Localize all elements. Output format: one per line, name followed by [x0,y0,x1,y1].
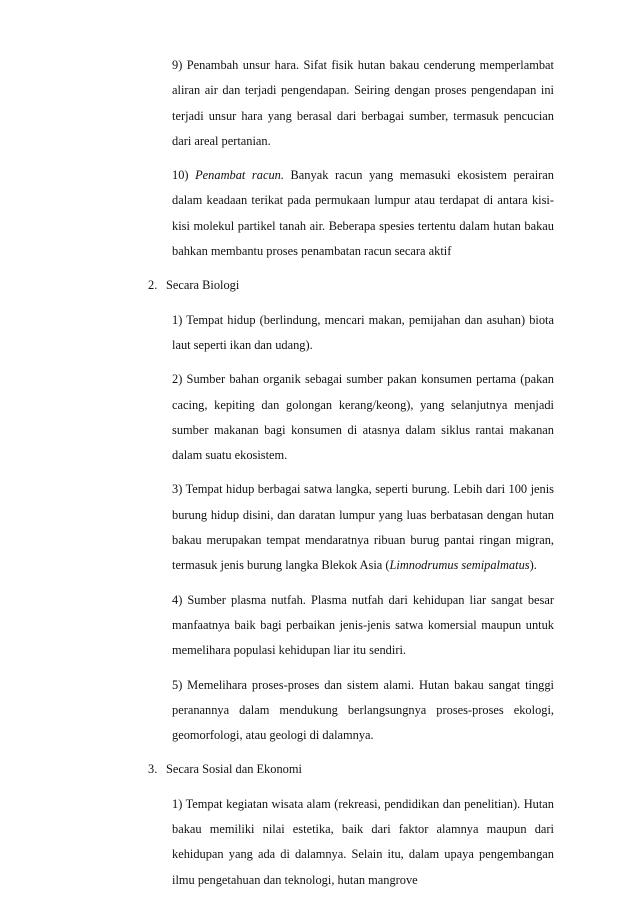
paragraph-item-10 [172,163,554,264]
section-heading-biologi [148,273,554,298]
section-heading-sosial-ekonomi [148,757,554,782]
section-number: 2. [148,278,158,293]
paragraph-biologi-2 [172,367,554,468]
paragraph-text: ). [529,558,537,573]
paragraph-text: Banyak racun yang memasuki ekosistem perairan dalam keadaan terikat pada permukaan lumpur atau terdapat di antara kisi-kisi molekul partikel tanah air. Beberapa spesies tertentu dalam hutan bakau bahkan membantu proses penambatan racun secara aktif [172,168,555,259]
section-title: Secara Sosial dan Ekonomi [166,762,302,777]
paragraph-biologi-5 [172,673,554,749]
paragraph-text: 5) Memelihara proses-proses dan sistem alami. Hutan bakau sangat tinggi peranannya dalam mendukung berlangsungnya proses-proses ekologi, geomorfologi, atau geologi di dalamnya. [172,677,554,743]
paragraph-text: 4) Sumber plasma nutfah. Plasma nutfah dari kehidupan liar sangat besar manfaatnya baik bagi perbaikan jenis-jenis satwa komersial maupun untuk memelihara populasi kehidupan liar itu sendiri. [172,592,554,658]
paragraph-text: 2) Sumber bahan organik sebagai sumber pakan konsumen pertama (pakan cacing, kepiting dan golongan kerang/keong), yang selanjutnya menjadi sumber makanan bagi konsumen di atasnya dalam siklus rantai makanan dalam suatu ekosistem. [172,372,554,463]
paragraph-biologi-4 [172,588,554,664]
section-number: 3. [148,762,158,777]
item-number: 10) [172,168,196,183]
section-title: Secara Biologi [166,278,240,293]
paragraph-sosial-1 [172,792,554,893]
paragraph-text: 1) Tempat kegiatan wisata alam (rekreasi, pendidikan dan penelitian). Hutan bakau memiliki nilai estetika, baik dari faktor alamnya maupun dari kehidupan yang ada di dalamnya. Selain itu, dalam upaya pengembangan ilmu pengetahuan dan teknologi, hutan mangrove [172,796,554,887]
paragraph-biologi-1 [172,308,554,359]
paragraph-item-9 [172,53,554,154]
italic-term: Limnodrumus semipalmatus [389,558,530,573]
paragraph-biologi-3 [172,477,554,578]
paragraph-text: 3) Tempat hidup berbagai satwa langka, seperti burung. Lebih dari 100 jenis burung hidup disini, dan daratan lumpur yang luas berbatasan dengan hutan bakau merupakan tempat mendaratnya ribuan burug pantai ringan migran, termasuk jenis burung langka Blekok Asia ( [172,482,554,573]
paragraph-text: 1) Tempat hidup (berlindung, mencari makan, pemijahan dan asuhan) biota laut seperti ikan dan udang). [172,312,554,352]
italic-term: Penambat racun. [195,168,284,183]
paragraph-text: 9) Penambah unsur hara. Sifat fisik hutan bakau cenderung memperlambat aliran air dan terjadi pengendapan. Seiring dengan proses pengendapan ini terjadi unsur hara yang berasal dari berbagai sumber, termasuk pencucian dari areal pertanian. [172,58,554,148]
